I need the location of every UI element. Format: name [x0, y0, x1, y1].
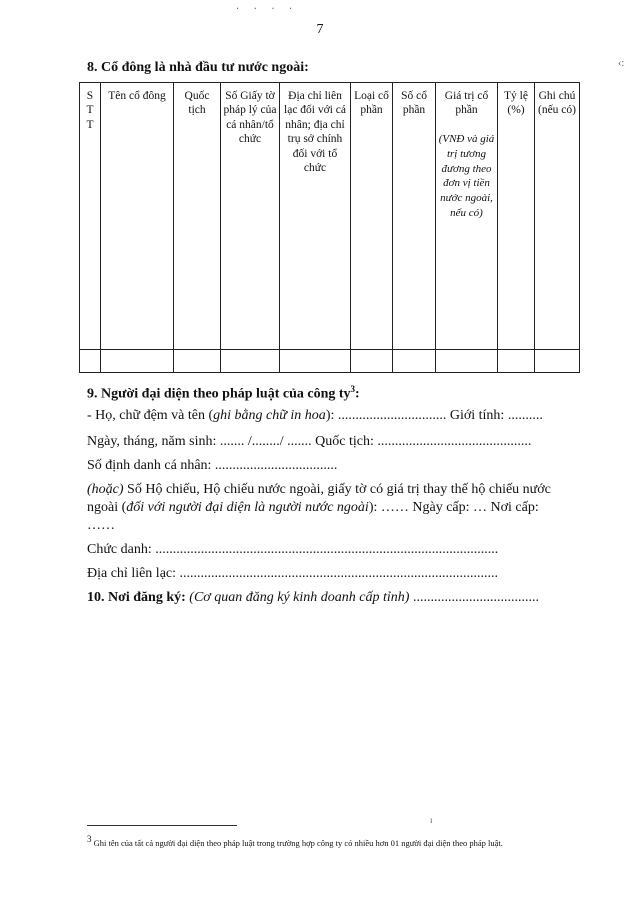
col-header-note: Ghi chú (nếu có) — [535, 83, 580, 350]
name-hint: ghi bằng chữ in hoa — [213, 408, 326, 423]
col-header-stt: S T T — [80, 83, 101, 350]
col-header-shareholder-name: Tên cổ đông — [101, 83, 174, 350]
col-header-address: Địa chỉ liên lạc đối với cá nhân; địa chỉ trụ sở chính đối với tổ chức — [280, 83, 351, 350]
table-cell[interactable] — [80, 350, 101, 373]
section-10-line: 10. Nơi đăng ký: (Cơ quan đăng ký kinh doanh cấp tỉnh) .................................... — [87, 590, 539, 605]
section-9-title: 9. Người đại diện theo pháp luật của công $ty^3$: — [87, 384, 360, 402]
table-cell[interactable] — [280, 350, 351, 373]
table-cell[interactable] — [221, 350, 280, 373]
foreign-shareholders-table — [79, 82, 580, 373]
share-value-note: (VNĐ và giá trị tương đương theo đơn vị tiền nước ngoài, nếu có) — [438, 133, 495, 219]
col-header-ratio: Tỷ lệ (%) — [498, 83, 535, 350]
scan-marks: ‧ ‧ ‧ ‧ — [236, 4, 299, 15]
scan-corner-mark: ‹: — [618, 58, 625, 69]
section-10-title: 10. Nơi đăng ký: — [87, 590, 186, 605]
table-header-row — [80, 83, 580, 350]
dob-line: Ngày, tháng, năm sinh: ....... /......../ ....... Quốc tịch: ............................................ — [87, 434, 532, 449]
table-cell[interactable] — [436, 350, 498, 373]
scan-mark: ı — [430, 815, 433, 825]
position-line: Chức danh: .................................................................................................. — [87, 542, 499, 557]
footnote-ref: 3 — [350, 384, 356, 394]
table-cell[interactable] — [535, 350, 580, 373]
id-number-line: Số định danh cá nhân: ................................... — [87, 458, 338, 473]
passport-line-2: ngoài (đối với người đại diện là người nước ngoài): …… Ngày cấp: … Nơi cấp: — [87, 500, 539, 515]
passport-hint: đối với người đại diện là người nước ngoài — [126, 500, 369, 515]
table-cell[interactable] — [101, 350, 174, 373]
page-number: 7 — [316, 22, 324, 37]
section-8-title: 8. Cổ đông là nhà đầu tư nước ngoài: — [87, 60, 309, 75]
footnote: $^3$ Ghi tên của tất cả người đại diện theo pháp luật trong trường hợp công ty có nhiều hơn 01 người đại diện theo pháp luật. — [87, 834, 503, 848]
col-header-share-type: Loại cổ phần — [351, 83, 393, 350]
passport-or-label: (hoặc) — [87, 482, 124, 497]
passport-line-3: …… — [87, 518, 115, 533]
section-10-hint: (Cơ quan đăng ký kinh doanh cấp tỉnh) — [189, 590, 410, 605]
col-header-share-count: Số cổ phần — [393, 83, 436, 350]
table-cell[interactable] — [174, 350, 221, 373]
footnote-number: 3 — [87, 834, 92, 844]
name-line: - Họ, chữ đệm và tên (ghi bằng chữ in hoa): ............................... Giới tính: .......... — [87, 408, 543, 423]
footnote-divider — [87, 825, 237, 826]
passport-line: (hoặc) Số Hộ chiếu, Hộ chiếu nước ngoài, giấy tờ có giá trị thay thế hộ chiếu nước — [87, 482, 551, 497]
col-header-share-value: Giá trị cổ phần (VNĐ và giá trị tương đương theo đơn vị tiền nước ngoài, nếu có) — [436, 83, 498, 350]
table-cell[interactable] — [393, 350, 436, 373]
table-row — [80, 350, 580, 373]
col-header-nationality: Quốc tịch — [174, 83, 221, 350]
table-cell[interactable] — [351, 350, 393, 373]
address-line: Địa chỉ liên lạc: ........................................................................................... — [87, 566, 499, 581]
col-header-legal-document: Số Giấy tờ pháp lý của cá nhân/tổ chức — [221, 83, 280, 350]
table-cell[interactable] — [498, 350, 535, 373]
